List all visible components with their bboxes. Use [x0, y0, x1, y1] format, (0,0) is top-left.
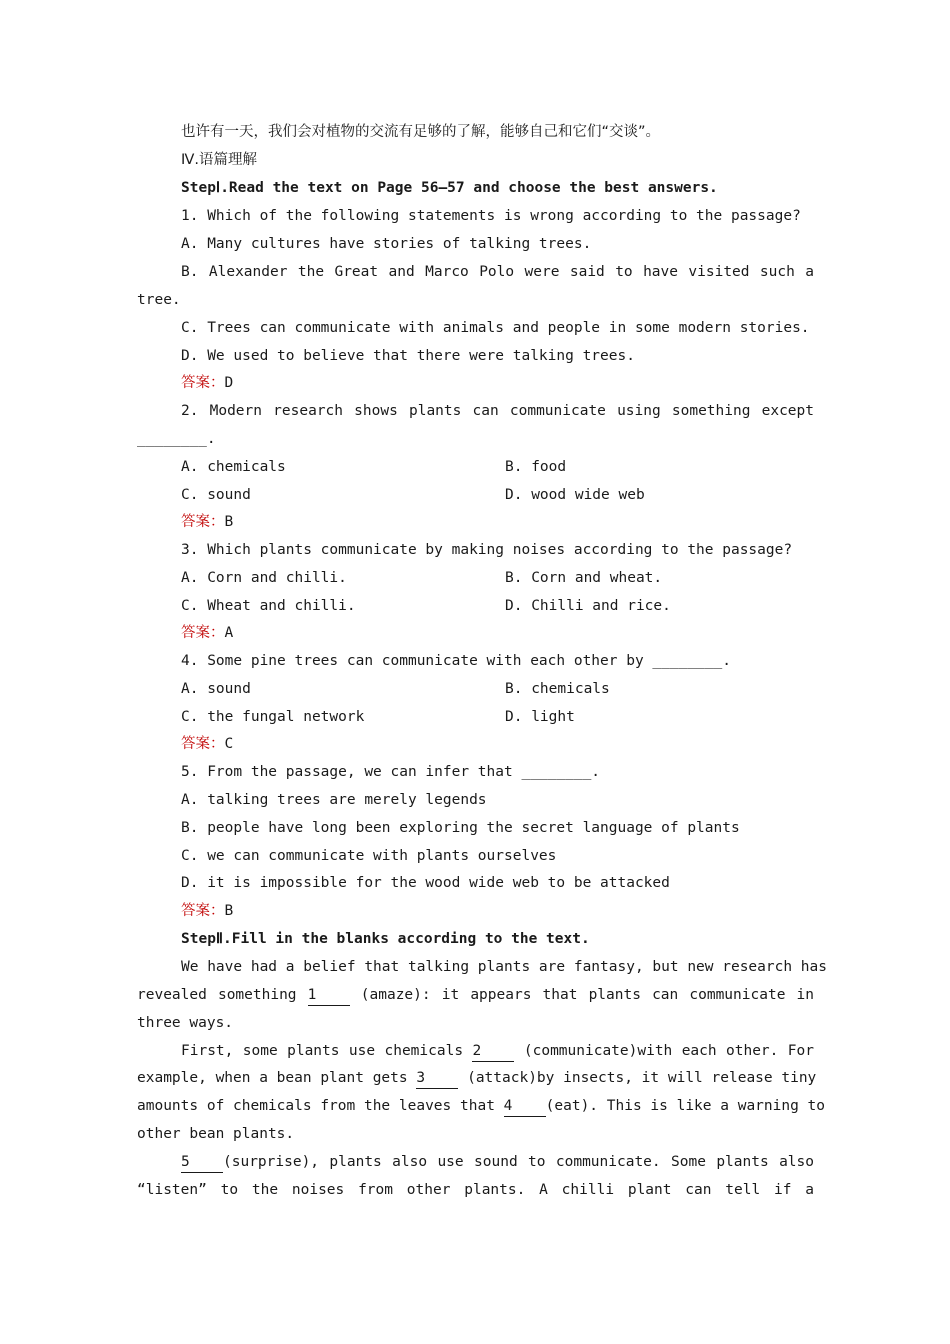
q1-answer	[181, 373, 233, 393]
q2-option-b: B. food	[505, 459, 567, 475]
q5-option-a: A. talking trees are merely legends	[181, 792, 487, 808]
q2-answer-value: B	[224, 514, 234, 530]
q2-option-c: C. sound	[181, 487, 251, 503]
q4-answer-value: C	[224, 736, 234, 752]
blank-1: 1	[308, 985, 350, 1006]
q1-option-d: D. We used to believe that there were talking trees.	[181, 348, 635, 364]
passage-line-7: other bean plants.	[137, 1126, 295, 1142]
q5-option-d: D. it is impossible for the wood wide web to be attacked	[181, 875, 670, 891]
passage-text: (eat). This is like a warning to	[545, 1098, 826, 1114]
passage-line-2	[137, 985, 814, 1006]
q4-stem: 4. Some pine trees can communicate with each other by ________.	[181, 653, 731, 669]
passage-line-3: three ways.	[137, 1015, 234, 1031]
q2-option-a: A. chemicals	[181, 459, 286, 475]
passage-text: (surprise), plants also use sound to communicate. Some plants also	[223, 1154, 814, 1170]
passage-line-1: We have had a belief that talking plants are fantasy, but new research has	[181, 959, 828, 975]
q5-option-b: B. people have long been exploring the secret language of plants	[181, 820, 740, 836]
q4-option-c: C. the fungal network	[181, 709, 365, 725]
q5-answer	[181, 901, 233, 921]
passage-text: (attack)by insects, it will release tiny	[458, 1070, 817, 1086]
passage-text: revealed something	[137, 987, 308, 1003]
q1-answer-value: D	[224, 375, 234, 391]
q4-option-a: A. sound	[181, 681, 251, 697]
q5-stem: 5. From the passage, we can infer that ________.	[181, 764, 601, 780]
q4-option-b: B. chemicals	[505, 681, 610, 697]
q3-option-a: A. Corn and chilli.	[181, 570, 347, 586]
q1-option-b-cont: tree.	[137, 292, 181, 308]
q2-stem-cont: ________.	[137, 431, 216, 447]
q2-answer	[181, 512, 233, 532]
passage-text: (communicate)with each other. For	[514, 1043, 814, 1059]
step1-heading: StepⅠ.Read the text on Page 56—57 and choose the best answers.	[181, 180, 718, 196]
q3-answer-value: A	[224, 625, 234, 641]
q3-option-d: D. Chilli and rice.	[505, 598, 671, 614]
answer-label: 答案：	[181, 736, 225, 752]
q1-option-c: C. Trees can communicate with animals and people in some modern stories.	[181, 320, 810, 336]
q1-stem: 1. Which of the following statements is wrong according to the passage?	[181, 208, 801, 224]
passage-text: example, when a bean plant gets	[137, 1070, 417, 1086]
q3-answer	[181, 623, 233, 643]
passage-line-5	[137, 1068, 817, 1089]
passage-line-6	[137, 1096, 826, 1117]
q2-stem: 2. Modern research shows plants can communicate using something except	[181, 403, 814, 419]
answer-label: 答案：	[181, 903, 225, 919]
q4-answer	[181, 734, 233, 754]
q4-option-d: D. light	[505, 709, 575, 725]
blank-3: 3	[416, 1068, 458, 1089]
step2-heading: StepⅡ.Fill in the blanks according to the text.	[181, 931, 590, 947]
passage-text: (amaze): it appears that plants can communicate in	[349, 987, 814, 1003]
q1-option-b: B. Alexander the Great and Marco Polo were said to have visited such a	[181, 264, 814, 280]
passage-line-4	[181, 1041, 814, 1062]
section-heading: Ⅳ.语篇理解	[181, 152, 257, 168]
passage-text: First, some plants use chemicals	[181, 1043, 473, 1059]
answer-label: 答案：	[181, 375, 225, 391]
passage-text: amounts of chemicals from the leaves that	[137, 1098, 504, 1114]
chinese-intro: 也许有一天，我们会对植物的交流有足够的了解，能够自己和它们“交谈”。	[181, 124, 661, 140]
blank-4: 4	[504, 1096, 546, 1117]
q5-option-c: C. we can communicate with plants ourselves	[181, 848, 557, 864]
q3-stem: 3. Which plants communicate by making noises according to the passage?	[181, 542, 793, 558]
q5-answer-value: B	[224, 903, 234, 919]
q3-option-c: C. Wheat and chilli.	[181, 598, 356, 614]
q2-option-d: D. wood wide web	[505, 487, 645, 503]
passage-line-8	[181, 1152, 814, 1173]
passage-line-9: “listen” to the noises from other plants. A chilli plant can tell if a	[137, 1182, 814, 1198]
answer-label: 答案：	[181, 514, 225, 530]
blank-2: 2	[472, 1041, 514, 1062]
answer-label: 答案：	[181, 625, 225, 641]
q3-option-b: B. Corn and wheat.	[505, 570, 663, 586]
blank-5: 5	[181, 1152, 223, 1173]
q1-option-a: A. Many cultures have stories of talking trees.	[181, 236, 592, 252]
